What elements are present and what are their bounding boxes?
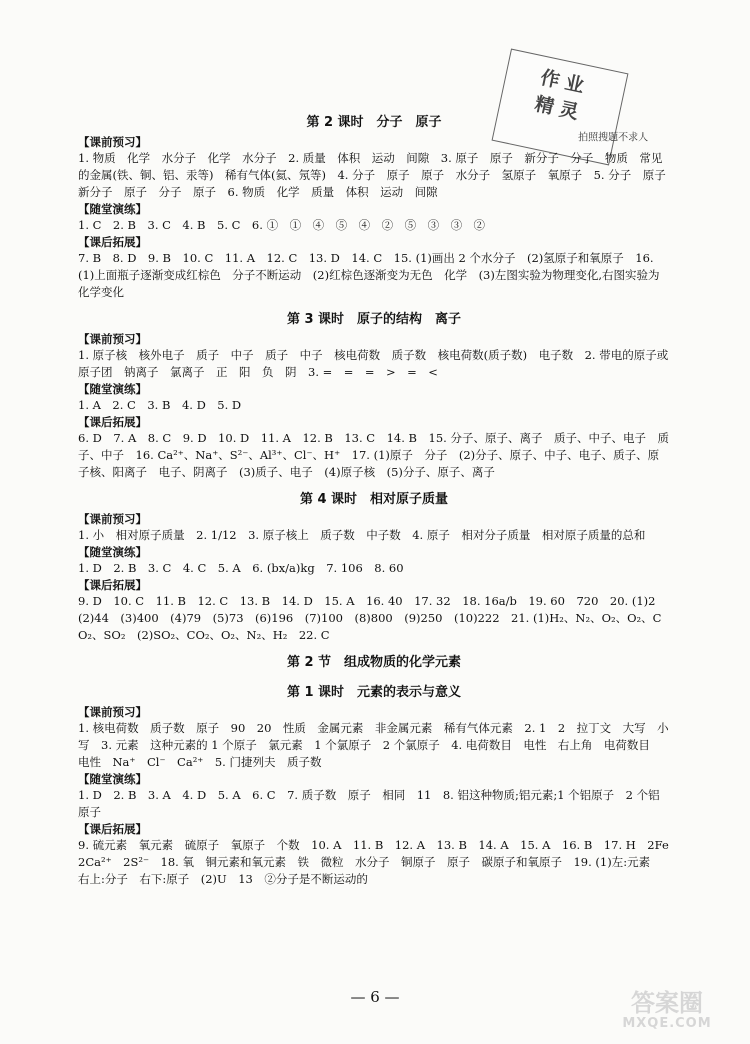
block-label: 【随堂演练】 <box>78 202 147 216</box>
site-watermark <box>602 990 732 1036</box>
block-text: 9. D 10. C 11. B 12. C 13. B 14. D 15. A 16. 40 17. 32 18. 16a/b 19. 60 720 20. (1)2 (2)44 (3)400 (4)79 (5)73 (6)196 (7)100 (8)800 (9)250 (10)222 21. (1)H₂、N₂、O₂、O₂、CO₂、SO₂ (2)SO₂、CO₂、O₂、N₂、H₂ 22. C <box>78 594 667 642</box>
block-label: 【随堂演练】 <box>78 545 147 559</box>
block-label: 【课后拓展】 <box>78 822 147 836</box>
stamp-line-1: 作业 <box>538 66 592 99</box>
block-label: 【课后拓展】 <box>78 578 147 592</box>
lesson-section <box>78 112 678 301</box>
lesson-section <box>78 682 681 888</box>
lesson-title: 第 2 课时 分子 原子 <box>306 115 442 130</box>
block-text: 1. D 2. B 3. A 4. D 5. A 6. C 7. 质子数 原子 相同 11 8. 铝这种物质;铝元素;1 个铝原子 2 个铝原子 <box>78 788 660 819</box>
block-text: 7. B 8. D 9. B 10. C 11. A 12. C 13. D 14. C 15. (1)画出 2 个水分子 (2)氢原子和氧原子 16. (1)上面瓶子逐渐变成红棕色 分子不断运动 (2)红棕色逐渐变为无色 化学 (3)左图实验为物理变化,右图实验为化学变化 <box>78 251 660 299</box>
block-label: 【课前预习】 <box>78 332 147 346</box>
answer-content <box>78 112 681 896</box>
lesson-title: 第 3 课时 原子的结构 离子 <box>286 312 462 327</box>
stamp-line-2: 精灵 <box>532 92 587 125</box>
block-label: 【课前预习】 <box>78 705 147 719</box>
block-text: 1. 原子核 核外电子 质子 中子 质子 中子 核电荷数 质子数 核电荷数(质子数) 电子数 2. 带电的原子或原子团 钠离子 氯离子 正 阳 负 阴 3. = = = > = < <box>78 348 669 379</box>
block-label: 【课后拓展】 <box>78 235 147 249</box>
block-text: 1. A 2. C 3. B 4. D 5. D <box>78 398 242 412</box>
block-label: 【随堂演练】 <box>78 382 147 396</box>
lesson-title: 第 1 课时 元素的表示与意义 <box>286 685 462 700</box>
lesson-section <box>78 309 670 481</box>
block-text: 1. 核电荷数 质子数 原子 90 20 性质 金属元素 非金属元素 稀有气体元素 2. 1 2 拉丁文 大写 小写 3. 元素 这种元素的 1 个原子 氯元素 1 个氯原子 2 个氯原子 4. 电荷数目 电性 右上角 电荷数目 电性 Na⁺ Cl⁻ Ca²⁺ 5. 门捷列夫 质子数 <box>78 721 669 769</box>
lesson-section <box>78 489 670 644</box>
chapter-section <box>78 652 670 674</box>
block-label: 【课后拓展】 <box>78 415 147 429</box>
watermark-line-1: 答案圈 <box>631 989 703 1017</box>
lesson-title: 第 4 课时 相对原子质量 <box>299 492 449 507</box>
block-text: 1. 小 相对原子质量 2. 1/12 3. 原子核上 质子数 中子数 4. 原子 相对分子质量 相对原子质量的总和 <box>78 528 646 542</box>
watermark-line-2: MXQE.COM <box>622 1016 712 1031</box>
page-number: — 6 — <box>350 988 400 1006</box>
chapter-title: 第 2 节 组成物质的化学元素 <box>286 655 462 670</box>
block-label: 【课前预习】 <box>78 512 147 526</box>
block-text: 1. C 2. B 3. C 4. B 5. C 6. ① ① ④ ⑤ ④ ② ⑤ ③ ③ ② <box>78 218 486 232</box>
block-text: 1. D 2. B 3. C 4. C 5. A 6. (bx/a)kg 7. 106 8. 60 <box>78 561 404 575</box>
block-text: 1. 物质 化学 水分子 化学 水分子 2. 质量 体积 运动 间隙 3. 原子 原子 新分子 分子 物质 常见的金属(铁、铜、铝、汞等) 稀有气体(氦、氖等) 4. 分子 原子 原子 水分子 氢原子 氧原子 5. 分子 原子 新分子 原子 分子 原子 6. 物质 化学 质量 体积 运动 间隙 <box>78 151 678 199</box>
block-label: 【课前预习】 <box>78 135 147 149</box>
block-label: 【随堂演练】 <box>78 772 147 786</box>
block-text: 6. D 7. A 8. C 9. D 10. D 11. A 12. B 13. C 14. B 15. 分子、原子、离子 质子、中子、电子 质子、中子 16. Ca²⁺、Na⁺、S²⁻、Al³⁺、Cl⁻、H⁺ 17. (1)原子 分子 (2)分子、原子、中子、电子、质子、原子核、阳离子 电子、阴离子 (3)质子、电子 (4)原子核 (5)分子、原子、离子 <box>78 431 669 479</box>
block-text: 9. 硫元素 氧元素 硫原子 氧原子 个数 10. A 11. B 12. A 13. B 14. A 15. A 16. B 17. H 2Fe 2Ca²⁺ 2S²⁻ 18. 氧 铜元素和氧元素 铁 微粒 水分子 铜原子 原子 碳原子和氧原子 19. (1)左:元素 右上:分子 右下:原子 (2)U 13 ②分子是不断运动的 <box>78 838 681 886</box>
stamp-line-3: 拍照搜题不求人 <box>578 132 649 144</box>
